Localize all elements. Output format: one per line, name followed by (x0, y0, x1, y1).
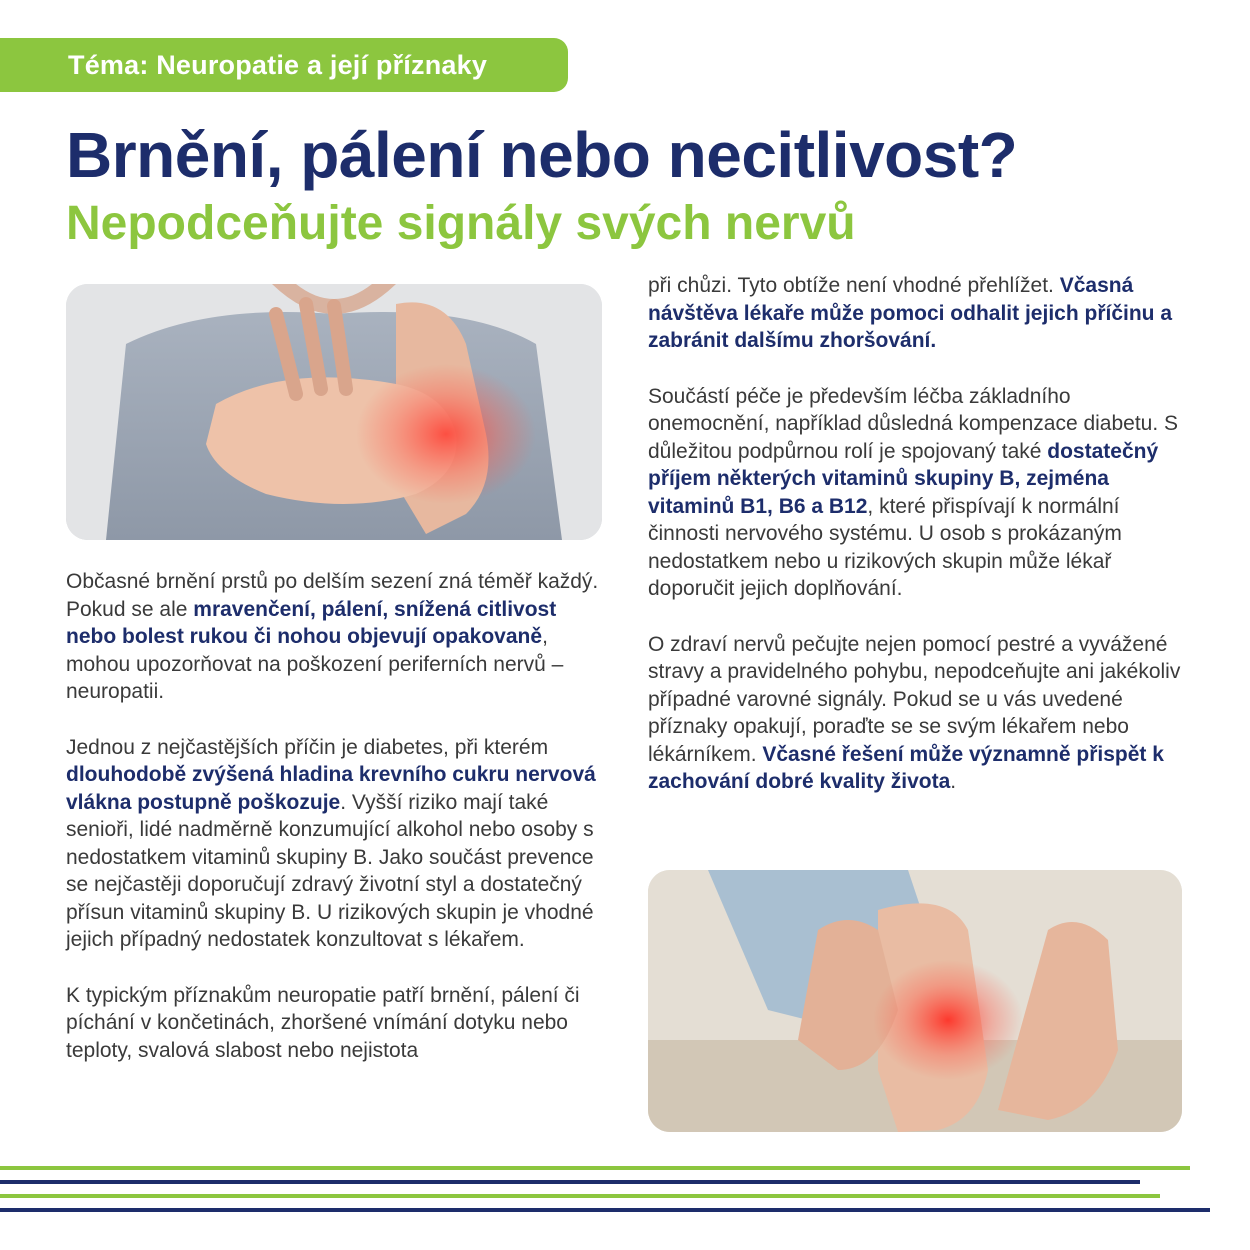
paragraph-advice (648, 631, 1188, 796)
text-run: Občasné brnění prstů po delším sezení zná téměř každý. Pokud se ale (66, 570, 599, 621)
subheadline: Nepodceňujte signály svých nervů (66, 197, 856, 250)
text-run: Součástí péče je především léčba základního onemocnění, například důsledná kompenzace diabetu. S důležitou podpůrnou rolí je spojovaný také (648, 384, 1179, 463)
wrist-pain-illustration (66, 284, 602, 540)
topic-banner (0, 38, 568, 92)
paragraph-intro (66, 568, 606, 706)
left-column (66, 568, 606, 1092)
text-run: , které přispívají k normální činnosti nervového systému. U osob s prokázaným nedostatkem nebo u rizikových skupin může lékař doporučit jejich doplňování. (648, 494, 1122, 600)
headline: Brnění, pálení nebo necitlivost? (66, 119, 1018, 191)
right-column (648, 272, 1188, 824)
text-run: K typickým příznakům neuropatie patří brnění, pálení či píchání v končetinách, zhoršené vnímání dotyku nebo teploty, svalová slabost nebo nejistota (66, 983, 580, 1062)
text-run: Jednou z nejčastějších příčin je diabetes, při kterém (66, 735, 549, 759)
emphasis-text: mravenčení, pálení, snížená citlivost nebo bolest rukou či nohou objevují opakovaně (66, 597, 557, 648)
stripe-green (0, 1194, 1160, 1198)
stripe-navy (0, 1208, 1210, 1212)
text-run: O zdraví nervů pečujte nejen pomocí pestré a vyvážené stravy a pravidelného pohybu, nepodceňujte ani jakékoliv případné varovné signály. Pokud se u vás uvedené příznaky opakují, poraďte se se svým lékařem nebo lékárníkem. (648, 632, 1181, 766)
text-run: při chůzi. Tyto obtíže není vhodné přehlížet. (648, 274, 1060, 297)
text-run: . (950, 770, 957, 793)
paragraph-causes (66, 734, 606, 954)
stripe-green (0, 1166, 1190, 1170)
emphasis-text: dostatečný příjem některých vitaminů skupiny B, zejména vitaminů B1, B6 a B12 (648, 439, 1159, 518)
text-run: . Vyšší riziko mají také senioři, lidé nadměrně konzumující alkohol nebo osoby s nedostatkem vitaminů skupiny B. Jako součást prevence se nejčastěji doporučují zdravý životní styl a dostatečný přísun vitaminů skupiny B. U rizikových skupin je vhodné jejich případný nedostatek konzultovat s lékařem. (66, 790, 594, 951)
foot-pain-illustration (648, 870, 1182, 1132)
foot-pain-photo (648, 870, 1182, 1132)
topic-label: Téma: Neuropatie a její příznaky (68, 49, 488, 80)
paragraph-symptoms (66, 982, 606, 1065)
decorative-stripes (0, 1160, 1250, 1220)
emphasis-text: Včasné řešení může významně přispět k zachování dobré kvality života (648, 742, 1164, 793)
stripe-navy (0, 1180, 1140, 1184)
emphasis-text: dlouhodobě zvýšená hladina krevního cukru nervová vlákna postupně poškozuje (66, 763, 596, 814)
wrist-pain-photo (66, 284, 602, 540)
paragraph-care (648, 383, 1188, 603)
paragraph-visit-doctor (648, 272, 1188, 355)
text-run: , mohou upozorňovat na poškození periferních nervů – neuropatii. (66, 625, 564, 703)
emphasis-text: Včasná návštěva lékaře může pomoci odhalit jejich příčinu a zabránit dalšímu zhoršování. (648, 274, 1173, 352)
